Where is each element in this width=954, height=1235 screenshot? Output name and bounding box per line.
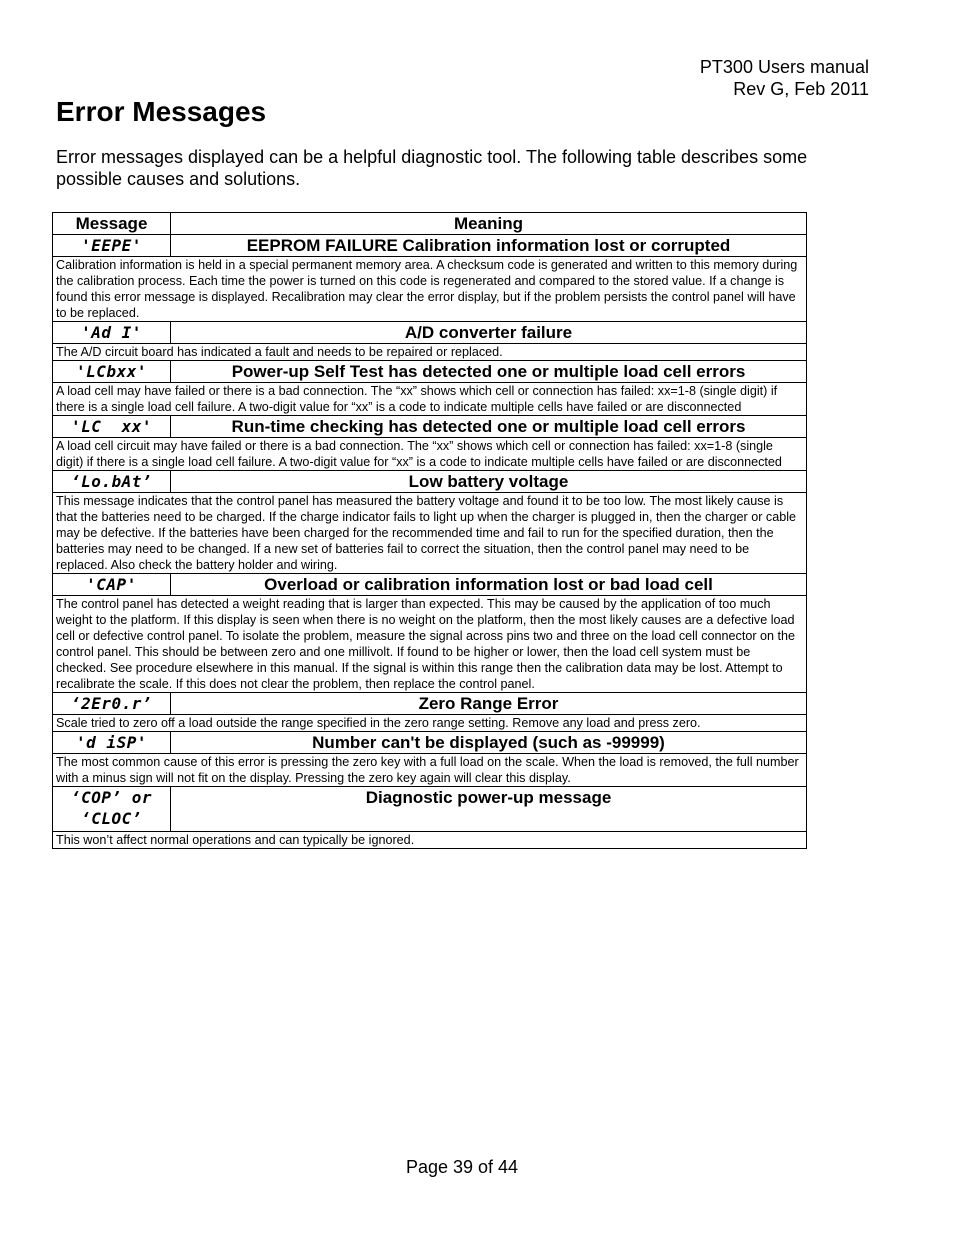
error-code: 'CAP' [53, 574, 171, 596]
table-row [53, 732, 807, 754]
error-meaning: Power-up Self Test has detected one or multiple load cell errors [171, 361, 807, 383]
table-row-description [53, 438, 807, 471]
page-title: Error Messages [56, 96, 267, 127]
table-row-description [53, 754, 807, 787]
error-description: The most common cause of this error is pressing the zero key with a full load on the scale. When the load is removed, the full number with a minus sign will not fit on the display. Pressing the zero key again will clear this display. [53, 754, 807, 787]
error-description: A load cell may have failed or there is a bad connection. The “xx” shows which cell or connection has failed: xx=1-8 (single digit) if there is a single load cell failure. A two-digit value for “xx” is a code to indicate multiple cells have failed or are disconnected [53, 383, 807, 416]
error-code: 'Ad I' [53, 322, 171, 344]
manual-title: PT300 Users manual [699, 57, 869, 77]
table-row [53, 361, 807, 383]
error-description: This message indicates that the control panel has measured the battery voltage and found it to be too low. The most likely cause is that the batteries need to be charged. If the charge indicator fails to light up when the charger is plugged in, then the charger or cable may be defective. If the batteries have been charged for the recommended time and fail to run for the specified duration, then the batteries may need to be changed. If a new set of batteries fail to correct the situation, then the control panel may need to be replaced. Also check the battery holder and wiring. [53, 493, 807, 574]
error-description: Calibration information is held in a special permanent memory area. A checksum code is generated and written to this memory during the calibration process. Each time the power is turned on this code is regenerated and compared to the stored value. If a change is found this error message is displayed. Recalibration may clear the error display, but if the problem persists the control panel will have to be replaced. [53, 257, 807, 322]
column-header-message: Message [53, 213, 171, 235]
error-meaning: A/D converter failure [171, 322, 807, 344]
error-meaning: Zero Range Error [171, 693, 807, 715]
error-code [53, 787, 171, 832]
table-row-description [53, 715, 807, 732]
error-meaning: Overload or calibration information lost or bad load cell [171, 574, 807, 596]
error-description: The control panel has detected a weight reading that is larger than expected. This may be caused by the application of too much weight to the platform. If this display is seen when there is no weight on the platform, then the most likely causes are a defective load cell or defective control panel. To isolate the problem, measure the signal across pins two and three on the load cell connector on the control panel. This should be between zero and one millivolt. If found to be higher or lower, then the load cell system must be checked. See procedure elsewhere in this manual. If the signal is within this range then the calibration data may be lost. Attempt to recalibrate the scale. If this does not clear the problem, then replace the control panel. [53, 596, 807, 693]
error-code-line2: ‘CLOC’ [81, 809, 142, 828]
table-row-description [53, 383, 807, 416]
table-row [53, 787, 807, 832]
table-row-description [53, 257, 807, 322]
column-header-meaning: Meaning [171, 213, 807, 235]
error-meaning: EEPROM FAILURE Calibration information lost or corrupted [171, 235, 807, 257]
error-meaning: Diagnostic power-up message [171, 787, 807, 832]
error-meaning: Number can't be displayed (such as -99999) [171, 732, 807, 754]
error-meaning: Low battery voltage [171, 471, 807, 493]
table-row-description [53, 344, 807, 361]
error-code: 'd iSP' [53, 732, 171, 754]
error-code: ‘Lo.bAt’ [53, 471, 171, 493]
error-code: 'LCbxx' [53, 361, 171, 383]
error-code: 'LC xx' [53, 416, 171, 438]
error-description: This won’t affect normal operations and can typically be ignored. [53, 832, 807, 849]
table-header-row [53, 213, 807, 235]
table-row [53, 574, 807, 596]
table-row [53, 322, 807, 344]
table-row [53, 235, 807, 257]
table-row-description [53, 596, 807, 693]
table-row-description [53, 493, 807, 574]
table-row [53, 416, 807, 438]
table-row-description [53, 832, 807, 849]
error-code-line1: ‘COP’ or [70, 788, 153, 807]
error-messages-table [52, 212, 807, 849]
page-number: Page 39 of 44 [405, 1157, 519, 1177]
table-row [53, 693, 807, 715]
error-meaning: Run-time checking has detected one or multiple load cell errors [171, 416, 807, 438]
error-description: Scale tried to zero off a load outside the range specified in the zero range setting. Remove any load and press zero. [53, 715, 807, 732]
document-header [700, 56, 869, 100]
error-description: The A/D circuit board has indicated a fault and needs to be repaired or replaced. [53, 344, 807, 361]
error-code: ‘2Er0.r’ [53, 693, 171, 715]
error-description: A load cell circuit may have failed or there is a bad connection. The “xx” shows which cell or connection has failed: xx=1-8 (single digit) if there is a single load cell failure. A two-digit value for “xx” is a code to indicate multiple cells have failed or are disconnected [53, 438, 807, 471]
revision: Rev G, Feb 2011 [733, 79, 869, 99]
error-code: 'EEPE' [53, 235, 171, 257]
intro-paragraph: Error messages displayed can be a helpful diagnostic tool. The following table describes some possible causes and solutions. [56, 147, 808, 189]
table-row [53, 471, 807, 493]
